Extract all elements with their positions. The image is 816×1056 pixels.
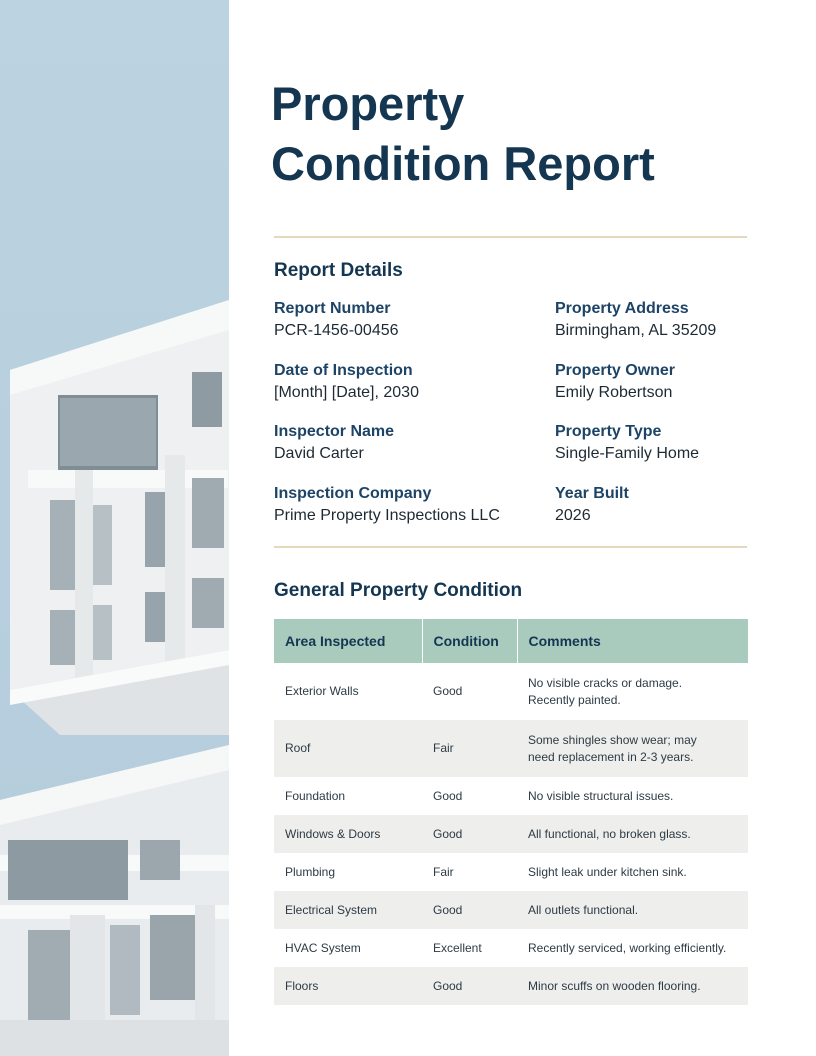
column-header-condition: Condition xyxy=(422,619,517,663)
detail-label: Property Owner xyxy=(555,362,676,379)
cell-condition: Good xyxy=(433,788,463,803)
column-header-area: Area Inspected xyxy=(274,619,422,663)
detail-value: Single-Family Home xyxy=(555,445,700,462)
report-details-heading: Report Details xyxy=(274,260,403,281)
cell-condition: Excellent xyxy=(433,940,482,955)
divider-top xyxy=(274,236,747,238)
detail-report-number xyxy=(274,298,534,342)
cell-condition: Fair xyxy=(433,864,454,879)
cell-area: Electrical System xyxy=(274,891,422,929)
detail-value: [Month] [Date], 2030 xyxy=(274,384,419,401)
comment-line: Recently painted. xyxy=(528,692,621,707)
detail-label: Property Type xyxy=(555,423,662,440)
detail-value: 2026 xyxy=(555,507,591,524)
detail-value: Emily Robertson xyxy=(555,384,673,401)
cell-condition: Good xyxy=(433,684,463,698)
detail-label: Inspector Name xyxy=(274,423,395,440)
table-row xyxy=(274,663,748,720)
detail-property-address xyxy=(555,298,815,342)
cell-condition: Good xyxy=(422,891,517,929)
title-line-2: Condition Report xyxy=(271,137,655,190)
condition-table xyxy=(274,619,748,1005)
detail-value: David Carter xyxy=(274,445,364,462)
cell-comments xyxy=(517,720,748,777)
cell-comments: Slight leak under kitchen sink. xyxy=(528,864,687,879)
detail-property-owner xyxy=(555,360,815,404)
cell-area: Floors xyxy=(274,967,422,1005)
cell-condition: Good xyxy=(422,967,517,1005)
table-row xyxy=(274,891,748,929)
title-line-1: Property xyxy=(271,77,465,130)
detail-year-built xyxy=(555,483,815,527)
cell-area: Windows & Doors xyxy=(274,815,422,853)
cell-condition: Fair xyxy=(422,720,517,777)
detail-inspection-company xyxy=(274,483,534,527)
table-row xyxy=(274,815,748,853)
table-header-row xyxy=(274,619,748,663)
detail-label: Date of Inspection xyxy=(274,362,413,379)
detail-date-of-inspection xyxy=(274,360,534,404)
cell-area: Exterior Walls xyxy=(285,684,359,698)
cell-area: Roof xyxy=(274,720,422,777)
cell-comments xyxy=(517,663,748,720)
detail-value: PCR-1456-00456 xyxy=(274,322,399,339)
detail-property-type xyxy=(555,421,815,465)
table-row xyxy=(274,720,748,777)
comment-line: need replacement in 2-3 years. xyxy=(528,749,694,764)
detail-label: Inspection Company xyxy=(274,485,432,502)
cell-condition: Good xyxy=(422,815,517,853)
table-row xyxy=(274,967,748,1005)
detail-value: Prime Property Inspections LLC xyxy=(274,507,500,524)
cell-area: HVAC System xyxy=(285,940,361,955)
report-title xyxy=(271,74,751,194)
comment-line: Some shingles show wear; may xyxy=(528,732,697,747)
detail-label: Report Number xyxy=(274,300,391,317)
detail-value: Birmingham, AL 35209 xyxy=(555,322,717,339)
divider-middle xyxy=(274,546,747,548)
cell-comments: Recently serviced, working efficiently. xyxy=(528,940,727,955)
table-row xyxy=(274,929,748,967)
general-condition-heading: General Property Condition xyxy=(274,580,523,601)
cell-area: Plumbing xyxy=(285,864,336,879)
detail-inspector-name xyxy=(274,421,534,465)
table-row xyxy=(274,853,748,891)
detail-label: Property Address xyxy=(555,300,689,317)
comment-line: No visible cracks or damage. xyxy=(528,675,683,690)
building-photo xyxy=(0,0,229,1056)
cell-area: Foundation xyxy=(285,788,346,803)
detail-label: Year Built xyxy=(555,485,629,502)
cell-comments: All functional, no broken glass. xyxy=(517,815,748,853)
cell-comments: Minor scuffs on wooden flooring. xyxy=(517,967,748,1005)
table-row xyxy=(274,777,748,815)
cell-comments: All outlets functional. xyxy=(517,891,748,929)
column-header-comments: Comments xyxy=(517,619,748,663)
cell-comments: No visible structural issues. xyxy=(528,788,674,803)
